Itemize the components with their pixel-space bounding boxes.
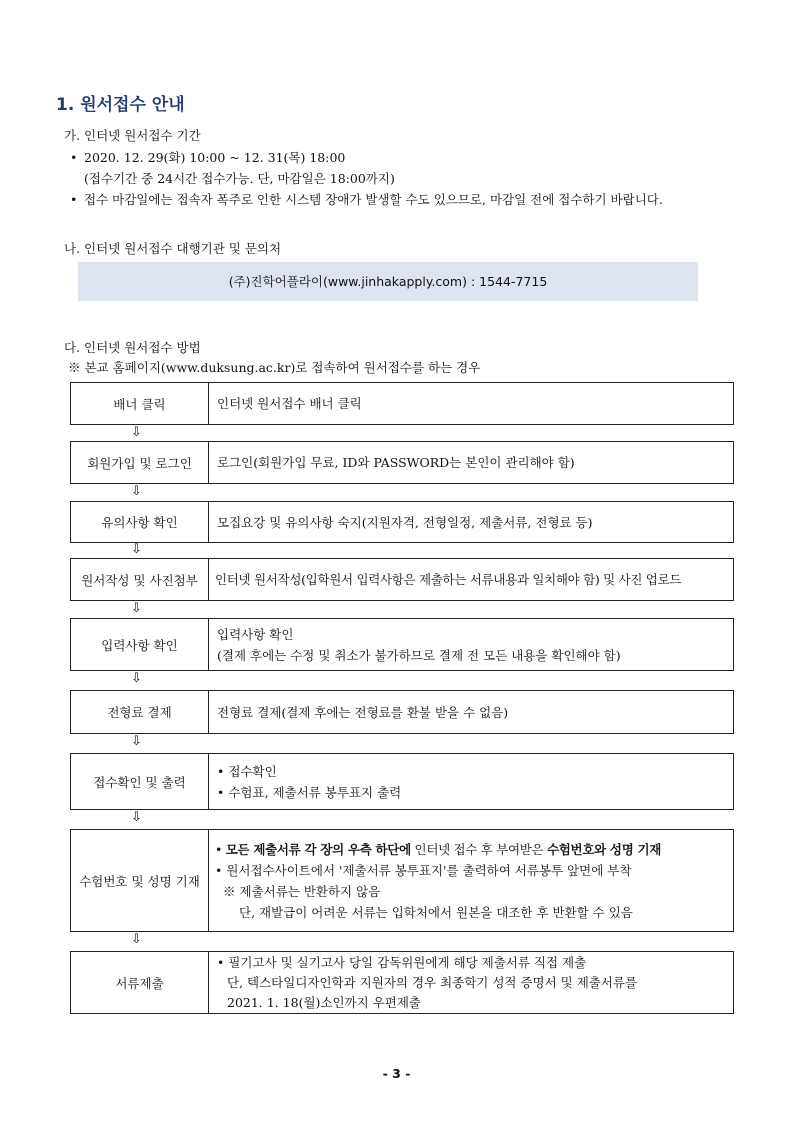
step-document-submission	[70, 951, 734, 1014]
step-label: 접수확인 및 출력	[71, 754, 209, 809]
step-fee-payment	[70, 690, 734, 734]
section-title: 1. 원서접수 안내	[56, 95, 185, 115]
step-input-check	[70, 618, 734, 671]
down-arrow-icon: ⇩	[131, 932, 142, 947]
agency-heading: 나. 인터넷 원서접수 대행기관 및 문의처	[64, 241, 282, 256]
down-arrow-icon: ⇩	[131, 810, 142, 825]
step-label: 수험번호 및 성명 기재	[71, 830, 209, 931]
step-signup-login	[70, 441, 734, 484]
step-body: 모집요강 및 유의사항 숙지(지원자격, 전형일정, 제출서류, 전형료 등)	[217, 514, 593, 530]
down-arrow-icon: ⇩	[131, 425, 142, 440]
method-note: ※ 본교 홈페이지(www.duksung.ac.kr)로 접속하여 원서접수를 하는 경우	[68, 360, 481, 375]
step-body: 인터넷 원서접수 배너 클릭	[217, 396, 362, 411]
step-write-application	[70, 558, 734, 601]
step-notice-check	[70, 501, 734, 543]
step-label: 유의사항 확인	[71, 502, 209, 542]
period-heading: 가. 인터넷 원서접수 기간	[64, 128, 201, 143]
down-arrow-icon: ⇩	[131, 671, 142, 686]
step-body: 로그인(회원가입 무료, ID와 PASSWORD는 본인이 관리해야 함)	[217, 455, 575, 470]
step-body: 전형료 결제(결제 후에는 전형료를 환불 받을 수 없음)	[217, 704, 509, 720]
step-body: 입력사항 확인 (결제 후에는 수정 및 취소가 불가하므로 결제 전 모든 내용을 확인해야 함)	[217, 626, 621, 663]
step-label: 전형료 결제	[71, 691, 209, 733]
page-number: - 3 -	[382, 1066, 411, 1081]
down-arrow-icon: ⇩	[131, 542, 142, 557]
down-arrow-icon: ⇩	[131, 734, 142, 749]
period-item: • 2020. 12. 29(화) 10:00 ~ 12. 31(목) 18:00	[70, 150, 346, 165]
contact-box: (주)진학어플라이(www.jinhakapply.com) : 1544-7715	[78, 262, 698, 301]
step-confirm-print	[70, 753, 734, 810]
down-arrow-icon: ⇩	[131, 601, 142, 616]
step-label: 회원가입 및 로그인	[71, 442, 209, 483]
method-heading: 다. 인터넷 원서접수 방법	[64, 340, 201, 355]
step-exam-number-name	[70, 829, 734, 932]
step-label: 입력사항 확인	[71, 619, 209, 670]
step-label: 배너 클릭	[71, 383, 209, 424]
down-arrow-icon: ⇩	[131, 484, 142, 499]
step-banner-click	[70, 382, 734, 425]
step-body: • 필기고사 및 실기고사 당일 감독위원에게 해당 제출서류 직접 제출 단, 텍스타일디자인학과 지원자의 경우 최종학기 성적 증명서 및 제출서류를 2021. 1. 18(월)소인까지 우편제출	[209, 952, 733, 1013]
step-body: • 접수확인 • 수험표, 제출서류 봉투표지 출력	[209, 754, 733, 809]
step-body: • 모든 제출서류 각 장의 우측 하단에 인터넷 접수 후 부여받은 수험번호와 성명 기재 • 원서접수사이트에서 '제출서류 봉투표지'를 출력하여 서류봉투 앞면에 부착 ※ 제출서류는 반환하지 않음 단, 재발급이 어려운 서류는 입학처에서 원본을 대조한 후 반환할 수 있음	[209, 830, 733, 931]
step-label: 서류제출	[71, 952, 209, 1013]
period-note: (접수기간 중 24시간 접수가능. 단, 마감일은 18:00까지)	[84, 171, 395, 186]
step-label: 원서작성 및 사진첨부	[71, 559, 209, 600]
step-body: 인터넷 원서작성(입학원서 입력사항은 제출하는 서류내용과 일치해야 함) 및 사진 업로드	[215, 572, 682, 587]
deadline-warning: • 접수 마감일에는 접속자 폭주로 인한 시스템 장애가 발생할 수도 있으므로, 마감일 전에 접수하기 바랍니다.	[70, 192, 663, 207]
